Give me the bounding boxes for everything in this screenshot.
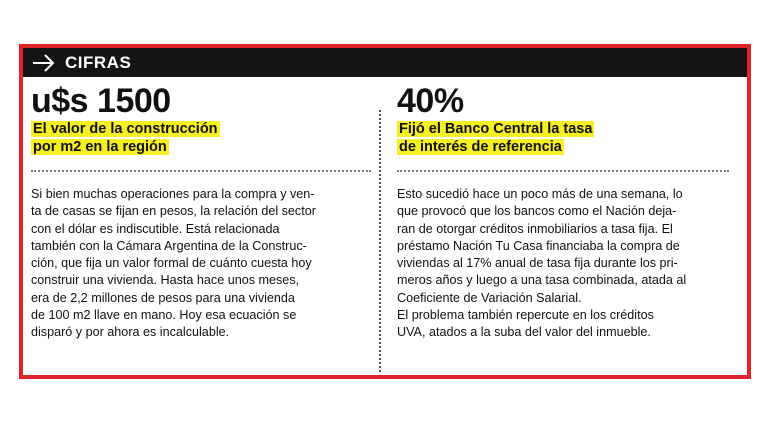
highlight-line: El valor de la construcción xyxy=(33,121,218,137)
right-highlight xyxy=(397,120,729,156)
body-line: construir una vivienda. Hasta hace unos meses, xyxy=(31,273,300,288)
body-line: ción, que fija un valor formal de cuánto cuesta hoy xyxy=(31,256,312,271)
body-line: Si bien muchas operaciones para la compra y ven- xyxy=(31,187,315,201)
body-line: que provocó que los bancos como el Nación deja- xyxy=(397,204,677,219)
body-line: disparó y por ahora es incalculable. xyxy=(31,325,230,340)
right-figure: 40% xyxy=(397,82,464,120)
body-line: ran de otorgar créditos inmobiliarios a tasa fija. El xyxy=(397,221,673,236)
body-line: de 100 m2 llave en mano. Hoy esa ecuación se xyxy=(31,308,297,323)
arrow-right-icon xyxy=(31,52,57,74)
left-highlight xyxy=(31,120,371,156)
body-line: Coeficiente de Variación Salarial. xyxy=(397,290,582,305)
highlight-line: por m2 en la región xyxy=(33,139,167,155)
cifras-box xyxy=(19,44,751,379)
header-bar xyxy=(23,48,747,77)
right-body xyxy=(397,186,729,342)
body-line: viviendas al 17% anual de tasa fija durante los pri- xyxy=(397,256,678,271)
body-line: El problema también repercute en los créditos xyxy=(397,308,654,323)
body-line: UVA, atados a la suba del valor del inmueble. xyxy=(397,325,651,340)
body-line: Esto sucedió hace un poco más de una semana, lo xyxy=(397,187,683,201)
section-title: CIFRAS xyxy=(65,52,132,72)
body-line: préstamo Nación Tu Casa financiaba la compra de xyxy=(397,238,680,253)
left-column xyxy=(31,77,371,342)
dotted-separator xyxy=(397,170,729,172)
right-column xyxy=(397,77,729,342)
left-figure: u$s 1500 xyxy=(31,82,171,120)
body-line: con el dólar es indiscutible. Está relacionada xyxy=(31,221,280,236)
body-line: también con la Cámara Argentina de la Construc- xyxy=(31,238,307,253)
highlight-line: de interés de referencia xyxy=(399,139,562,155)
column-divider xyxy=(379,110,381,372)
dotted-separator xyxy=(31,170,371,172)
left-body xyxy=(31,186,371,342)
body-line: era de 2,2 millones de pesos para una vivienda xyxy=(31,290,295,305)
body-line: meros años y luego a una tasa combinada, atada al xyxy=(397,273,687,288)
body-line: ta de casas se fijan en pesos, la relación del sector xyxy=(31,204,316,219)
highlight-line: Fijó el Banco Central la tasa xyxy=(399,121,593,137)
